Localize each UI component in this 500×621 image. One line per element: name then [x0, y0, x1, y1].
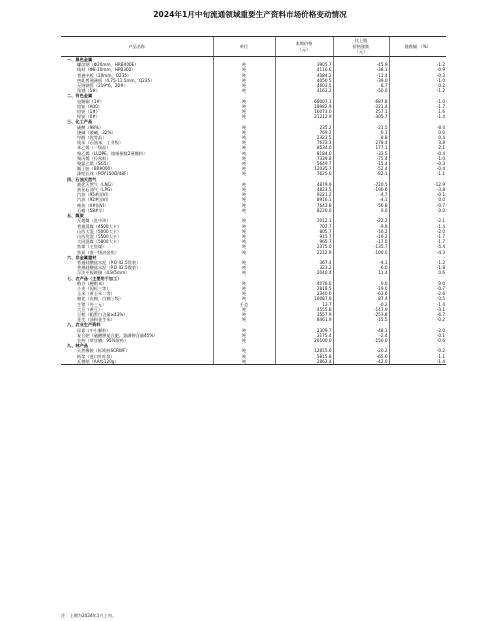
header-price — [275, 37, 333, 57]
cell-pct: -1.2 — [389, 88, 446, 93]
cell-change: -253.8 — [333, 312, 389, 317]
cell-product-name: 苯乙烯（一级品） — [77, 145, 111, 151]
cell-change: 278.4 — [333, 140, 389, 145]
cell-price: 7625.0 — [275, 171, 333, 176]
cell-pct: 0.5 — [389, 296, 446, 301]
cell-pct: -0.9 — [389, 67, 446, 72]
cell-unit: 吨 — [213, 203, 275, 208]
cell-price: 2375.0 — [275, 244, 333, 249]
cell-pct: 2.1 — [389, 145, 446, 150]
cell-product-name: 汽油（95#国VI） — [77, 192, 111, 198]
cell-unit: 吨 — [213, 296, 275, 301]
cell-pct: -0.3 — [389, 73, 446, 78]
cell-unit: 吨 — [213, 239, 275, 244]
cell-price: 5815.8 — [275, 354, 333, 359]
cell-product-name: 焦煤（主焦煤） — [77, 244, 107, 250]
cell-price: 4050.5 — [275, 78, 333, 83]
cell-unit: 吨 — [213, 250, 275, 255]
cell-change: 8.7 — [333, 83, 389, 88]
cell-change: -21.5 — [333, 125, 389, 130]
cell-price: 1012.1 — [275, 218, 333, 223]
cell-product-name: 热轧普通薄板（4.75-11.5mm，Q235） — [77, 77, 155, 83]
cell-product-name: 涤纶长丝（POY150D/48F） — [77, 171, 131, 177]
cell-price: 2862.4 — [275, 359, 333, 365]
cell-unit: 吨 — [213, 244, 275, 249]
cell-unit: 吨 — [213, 317, 275, 322]
cell-unit: 吨 — [213, 151, 275, 156]
section-title: 六、非金属建材 — [67, 254, 97, 260]
cell-price: 3175.4 — [275, 333, 333, 338]
cell-change: -33.5 — [333, 151, 389, 156]
cell-unit: 吨 — [213, 312, 275, 317]
cell-pct: -1.1 — [389, 171, 446, 176]
cell-price: 18982.9 — [275, 104, 333, 109]
cell-product-name: 无烟煤（洗中块） — [77, 218, 111, 224]
cell-product-name: 普通硅酸盐水泥（P.O 42.5散装） — [77, 265, 141, 271]
cell-product-name: 焦炭（准一级冶金焦） — [77, 249, 119, 255]
cell-price: 702.7 — [275, 224, 333, 229]
cell-pct: -0.1 — [389, 192, 446, 197]
section-title: 二、有色金属 — [67, 93, 93, 99]
cell-product-name: 棉花（皮棉，白棉三级） — [77, 296, 124, 302]
cell-unit: 吨 — [213, 281, 275, 286]
cell-price: 21212.9 — [275, 114, 333, 119]
cell-price: 7339.8 — [275, 156, 333, 161]
cell-change: -16.2 — [333, 234, 389, 239]
cell-price: 4163.2 — [275, 88, 333, 93]
cell-product-name: 聚氯乙烯（SG5） — [77, 161, 111, 167]
cell-unit: 吨 — [213, 291, 275, 296]
cell-price: 4084.2 — [275, 73, 333, 78]
cell-product-name: 烧碱（液碱，32%） — [77, 129, 116, 135]
cell-price: 12035.7 — [275, 166, 333, 171]
cell-change: -4.1 — [333, 197, 389, 202]
cell-price: 367.4 — [275, 260, 333, 265]
cell-pct: -0.4 — [389, 151, 446, 156]
cell-product-name: 无缝钢管（219*6，20#） — [77, 83, 128, 89]
cell-unit: 吨 — [213, 114, 275, 119]
cell-pct: 0.0 — [389, 130, 446, 135]
cell-pct: -0.7 — [389, 203, 446, 208]
cell-pct: 0.6 — [389, 270, 446, 275]
cell-product-name: 浮法平板玻璃（4.8/5mm） — [77, 270, 130, 276]
cell-product-name: 线材（Φ8-10mm，HPB300） — [77, 67, 136, 73]
cell-change: -190.6 — [333, 187, 389, 192]
section-title: 九、林产品 — [67, 343, 88, 349]
cell-change: -100.0 — [333, 250, 389, 255]
cell-product-name: 顺丁胶（BR9000） — [77, 166, 115, 172]
cell-product-name: 纯苯（石油苯，工业级） — [77, 140, 124, 146]
header-name: 产品名称 — [61, 37, 213, 57]
cell-product-name: 生猪（外三元） — [77, 301, 107, 307]
cell-pct: -1.0 — [389, 156, 446, 161]
section-title: 三、化工产品 — [67, 119, 93, 125]
header-pct: 涨跌幅 （%） — [389, 37, 446, 57]
cell-product-name: 山西优混（5500大卡） — [77, 233, 122, 239]
cell-change: 257.1 — [333, 109, 389, 114]
cell-pct: -3.8 — [389, 187, 446, 192]
cell-change: -150.0 — [333, 338, 389, 343]
cell-unit: 吨 — [213, 328, 275, 333]
cell-unit: 吨 — [213, 265, 275, 270]
cell-unit: 吨 — [213, 208, 275, 213]
cell-pct: -5.4 — [389, 244, 446, 249]
cell-change: -2.4 — [333, 333, 389, 338]
cell-product-name: 尿素（中小颗粒） — [77, 327, 111, 333]
cell-product-name: 复合肥（硫酸钾复合肥，氮磷钾含量45%） — [77, 332, 158, 338]
table-row — [61, 359, 446, 365]
cell-change: -687.8 — [333, 99, 389, 104]
cell-change: -321.4 — [333, 104, 389, 109]
cell-unit: 吨 — [213, 187, 275, 192]
cell-product-name: 硫酸（98%） — [77, 124, 104, 130]
cell-change: -42.0 — [333, 359, 389, 365]
cell-product-name: 汽油（92#国VI） — [77, 197, 111, 203]
cell-change: -22.2 — [333, 218, 389, 223]
cell-pct: -1.4 — [389, 359, 446, 365]
cell-price: 7673.3 — [275, 140, 333, 145]
cell-product-name: 铅锭（1#） — [77, 109, 100, 115]
cell-unit: 吨 — [213, 260, 275, 265]
cell-price: 4076.0 — [275, 281, 333, 286]
cell-price: 2818.5 — [275, 286, 333, 291]
cell-product-name: 大豆（黄豆） — [77, 306, 103, 312]
cell-product-name: 螺纹钢（Φ20mm，HRB400E） — [77, 62, 139, 68]
cell-unit: 吨 — [213, 135, 275, 140]
cell-pct: -1.8 — [389, 265, 446, 270]
cell-pct: -6.7 — [389, 312, 446, 317]
cell-price: 8916.1 — [275, 197, 333, 202]
cell-change: -15.4 — [333, 161, 389, 166]
cell-pct: -1.4 — [389, 224, 446, 229]
cell-price: 4116.6 — [275, 67, 333, 72]
cell-change: 0.1 — [333, 130, 389, 135]
cell-price: 8220.0 — [275, 208, 333, 213]
table-body — [61, 57, 446, 365]
section-title: 五、煤炭 — [67, 213, 84, 219]
cell-product-name: 聚乙烯（LLDPE，熔指指数2薄膜料） — [77, 150, 148, 156]
cell-price: 16087.9 — [275, 296, 333, 301]
cell-price: 2309.7 — [275, 328, 333, 333]
cell-pct: -1.0 — [389, 78, 446, 83]
cell-change: -82.1 — [333, 171, 389, 176]
cell-pct: -4.3 — [389, 250, 446, 255]
cell-price: 4603.5 — [275, 83, 333, 88]
cell-price: 13.7 — [275, 302, 333, 307]
cell-unit: 吨 — [213, 125, 275, 130]
cell-pct: -8.4 — [389, 125, 446, 130]
cell-change: -147.9 — [333, 307, 389, 312]
cell-unit: 吨 — [213, 338, 275, 343]
cell-unit: 吨 — [213, 109, 275, 114]
cell-unit: 吨 — [213, 104, 275, 109]
cell-pct: -3.1 — [389, 307, 446, 312]
cell-price: 805.7 — [275, 229, 333, 234]
cell-change: -39.0 — [333, 78, 389, 83]
cell-unit: 吨 — [213, 197, 275, 202]
cell-product-name: 豆粕（粗蛋白含量≥43%） — [77, 311, 128, 317]
cell-unit: 吨 — [213, 99, 275, 104]
cell-pct: -0.3 — [389, 161, 446, 166]
cell-price: 965.7 — [275, 239, 333, 244]
cell-unit: 吨 — [213, 333, 275, 338]
cell-product-name: 锌锭（0#） — [77, 114, 100, 120]
cell-change: -52.4 — [333, 166, 389, 171]
header-change — [333, 37, 389, 57]
cell-unit: 吨 — [213, 83, 275, 88]
cell-change: -11.4 — [333, 73, 389, 78]
cell-change: -38.1 — [333, 67, 389, 72]
cell-change: 0.0 — [333, 281, 389, 286]
cell-price: 2323.5 — [275, 135, 333, 140]
cell-change: -16.2 — [333, 229, 389, 234]
cell-product-name: 玉米（黄玉米二等） — [77, 291, 115, 297]
cell-pct: -0.1 — [389, 333, 446, 338]
cell-price: 7643.8 — [275, 203, 333, 208]
cell-pct: 1.6 — [389, 109, 446, 114]
cell-pct: 0.0 — [389, 197, 446, 202]
cell-change: -6.0 — [333, 265, 389, 270]
cell-pct: -1.4 — [389, 114, 446, 119]
cell-unit: 吨 — [213, 130, 275, 135]
cell-product-name: 农药（草甘膦，95%原药） — [77, 337, 129, 343]
cell-change: 177.1 — [333, 145, 389, 150]
cell-product-name: 普通中板（20mm，Q235） — [77, 72, 132, 78]
cell-product-name: 大同混煤（5800大卡） — [77, 239, 122, 245]
cell-price: 26100.0 — [275, 338, 333, 343]
section-title: 八、农业生产资料 — [67, 322, 101, 328]
cell-unit: 吨 — [213, 161, 275, 166]
cell-change: -65.6 — [333, 354, 389, 359]
document-title: 2024年1月中旬流通领域重要生产资料市场价格变动情况 — [153, 10, 347, 19]
cell-price: 769.2 — [275, 130, 333, 135]
cell-price: 2212.9 — [275, 250, 333, 255]
cell-unit: 吨 — [213, 171, 275, 176]
cell-pct: -2.0 — [389, 328, 446, 333]
cell-price: 2340.0 — [275, 291, 333, 296]
cell-product-name: 天然橡胶（标准胶SCRWF） — [77, 348, 130, 354]
cell-unit: 吨 — [213, 348, 275, 353]
cell-product-name: 角钢（5#） — [77, 88, 100, 94]
cell-pct: -2.1 — [389, 218, 446, 223]
cell-unit: 吨 — [213, 156, 275, 161]
cell-unit: 吨 — [213, 234, 275, 239]
header-unit: 单位 — [213, 37, 275, 57]
cell-product-name: 普通硅酸盐水泥（P.O 42.5袋装） — [77, 259, 141, 265]
table-header-row — [61, 37, 446, 57]
cell-unit: 吨 — [213, 192, 275, 197]
cell-pct: 0.0 — [389, 208, 446, 213]
cell-pct: -2.6 — [389, 291, 446, 296]
cell-unit: 吨 — [213, 359, 275, 365]
cell-price: 3905.7 — [275, 62, 333, 67]
cell-price: 4823.5 — [275, 187, 333, 192]
cell-pct: -12.9 — [389, 182, 446, 187]
cell-change: -305.7 — [333, 114, 389, 119]
cell-product-name: 甲醇（优等品） — [77, 135, 107, 141]
cell-unit: 吨 — [213, 62, 275, 67]
cell-price: 4879.9 — [275, 182, 333, 187]
cell-pct: -1.1 — [389, 354, 446, 359]
cell-pct: -0.6 — [389, 338, 446, 343]
cell-pct: -1.0 — [389, 99, 446, 104]
cell-pct: -0.2 — [389, 317, 446, 322]
cell-unit: 吨 — [213, 270, 275, 275]
cell-price: 4555.8 — [275, 307, 333, 312]
cell-change: -45.9 — [333, 62, 389, 67]
cell-pct: -1.7 — [389, 104, 446, 109]
cell-change: -4.3 — [333, 260, 389, 265]
cell-pct: -0.7 — [389, 286, 446, 291]
cell-unit: 千克 — [213, 302, 275, 307]
cell-product-name: 稻谷（粳稻米） — [77, 280, 107, 286]
section-title: 四、石油天然气 — [67, 176, 97, 182]
cell-pct: -1.7 — [389, 234, 446, 239]
cell-pct: -1.4 — [389, 302, 446, 307]
cell-unit: 吨 — [213, 229, 275, 234]
cell-product-name: 电解铜（1#） — [77, 98, 105, 104]
cell-price: 68007.1 — [275, 99, 333, 104]
cell-change: -15.5 — [333, 317, 389, 322]
cell-price: 9221.2 — [275, 192, 333, 197]
cell-price: 5649.7 — [275, 161, 333, 166]
cell-product-name: 铝锭（A00） — [77, 103, 102, 109]
cell-change: -9.9 — [333, 224, 389, 229]
cell-product-name: 聚丙烯（拉丝料） — [77, 155, 111, 161]
cell-pct: 0.4 — [389, 135, 446, 140]
cell-change: -20.2 — [333, 348, 389, 353]
cell-price: 3557.9 — [275, 312, 333, 317]
cell-price: 12815.6 — [275, 348, 333, 353]
cell-change: -50.0 — [333, 88, 389, 93]
cell-product-name: 小麦（国标三等） — [77, 285, 111, 291]
cell-product-name: 石蜡（58#半） — [77, 207, 107, 213]
cell-pct: -1.7 — [389, 239, 446, 244]
cell-pct: -0.2 — [389, 348, 446, 353]
header-change-label: 比上期 价格涨跌 （元） — [352, 38, 370, 55]
header-price-label: 本期价格 （元） — [295, 41, 313, 52]
cell-pct: -0.4 — [389, 166, 446, 171]
cell-pct: 3.8 — [389, 140, 446, 145]
cell-unit: 吨 — [213, 354, 275, 359]
cell-price: 235.2 — [275, 125, 333, 130]
cell-change: -56.8 — [333, 203, 389, 208]
cell-change: 0.0 — [333, 208, 389, 213]
cell-product-name: 普通混煤（4500大卡） — [77, 223, 122, 229]
cell-price: 2040.4 — [275, 270, 333, 275]
cell-unit: 吨 — [213, 166, 275, 171]
cell-unit: 吨 — [213, 286, 275, 291]
cell-unit: 吨 — [213, 78, 275, 83]
cell-price: 8534.0 — [275, 145, 333, 150]
cell-change: -720.5 — [333, 182, 389, 187]
cell-change: -19.0 — [333, 286, 389, 291]
cell-price: 8461.9 — [275, 317, 333, 322]
cell-product-name: 液化石油气（LPG） — [77, 187, 115, 193]
cell-pct: -2.0 — [389, 229, 446, 234]
cell-unit: 吨 — [213, 140, 275, 145]
cell-unit: 吨 — [213, 145, 275, 150]
cell-unit: 吨 — [213, 307, 275, 312]
cell-pct: 0.0 — [389, 281, 446, 286]
footnote: 注：上期为2024年1月上旬。 — [61, 613, 117, 618]
cell-price: 915.7 — [275, 234, 333, 239]
cell-unit: 吨 — [213, 73, 275, 78]
cell-change: -75.4 — [333, 156, 389, 161]
cell-change: -48.1 — [333, 328, 389, 333]
cell-change: -135.7 — [333, 244, 389, 249]
price-table — [61, 36, 446, 365]
cell-price: 323.2 — [275, 265, 333, 270]
cell-change: -63.6 — [333, 291, 389, 296]
cell-product-name: 花生（油料花生米） — [77, 317, 115, 323]
cell-price: 8184.0 — [275, 151, 333, 156]
cell-pct: -1.2 — [389, 62, 446, 67]
cell-change: -17.0 — [333, 239, 389, 244]
cell-unit: 吨 — [213, 182, 275, 187]
cell-unit: 吨 — [213, 88, 275, 93]
cell-change: -0.2 — [333, 302, 389, 307]
cell-price: 16073.0 — [275, 109, 333, 114]
cell-change: 87.4 — [333, 296, 389, 301]
cell-unit: 吨 — [213, 224, 275, 229]
cell-change: 11.4 — [333, 270, 389, 275]
section-title: 七、农产品（主要用于加工） — [67, 275, 122, 281]
cell-product-name: 柴油（0#国VI） — [77, 202, 109, 208]
cell-product-name: 山西大混（5000大卡） — [77, 228, 122, 234]
cell-product-name: 瓦楞纸（AA级120g） — [61, 359, 213, 365]
section-title: 一、黑色金属 — [67, 57, 93, 62]
cell-pct: -1.2 — [389, 260, 446, 265]
cell-change: 8.8 — [333, 135, 389, 140]
cell-product-name: 纸浆（进口针叶浆） — [77, 353, 115, 359]
cell-unit: 吨 — [213, 67, 275, 72]
cell-unit: 吨 — [213, 218, 275, 223]
cell-product-name: 液化天然气（LNG） — [77, 181, 116, 187]
cell-pct: 0.2 — [389, 83, 446, 88]
cell-change: -4.7 — [333, 192, 389, 197]
